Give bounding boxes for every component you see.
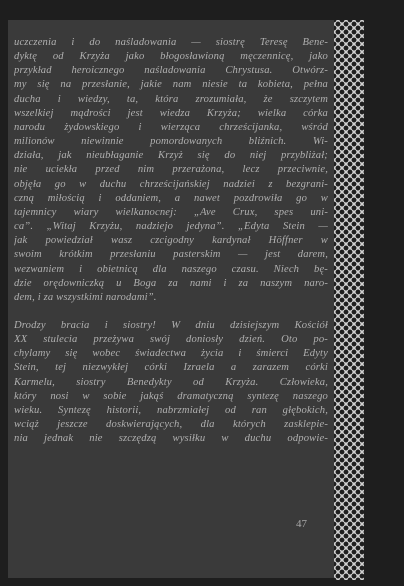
text-line: narodu żydowskiego i wierząca chrześcijanka, wśród	[14, 121, 328, 133]
text-line: który nosi w sobie jakąś dramatyczną syntezę naszego	[14, 390, 328, 402]
text-line: ducha i wiedzy, ta, która zrozumiała, że szczytem	[14, 93, 328, 105]
text-line: objęła go w duchu chrześcijańskiej nadziei z bezgrani-	[14, 178, 328, 190]
text-line: nia jednak nie szczędzą wysiłku w duchu odpowie-	[14, 433, 328, 445]
paragraph-1	[14, 36, 328, 305]
text-line: wezwaniem i obietnicą dla naszego czasu. Niech bę-	[14, 263, 328, 275]
text-line: Drodzy bracia i siostry! W dniu dzisiejszym Kościół	[14, 319, 328, 331]
text-line: dzie orędowniczką u Boga za nami i za naszym naro-	[14, 277, 328, 289]
text-line: chylamy się wobec świadectwa życia i śmierci Edyty	[14, 348, 328, 360]
paragraph-2	[14, 319, 328, 446]
text-line: dyktę od Krzyża jako błogosławioną męczennicę, jako	[14, 51, 328, 63]
text-line: swoim krótkim przesłaniu pasterskim — jest darem,	[14, 249, 328, 261]
text-line: tajemnicy wiary wielkanocnej: „Ave Crux, spes uni-	[14, 206, 328, 218]
page-number: 47	[296, 518, 307, 530]
text-line: Stein, tej niezwykłej córki Izraela a zarazem córki	[14, 362, 328, 374]
text-line: czną miłością i oddaniem, a nawet pozdrowiła go w	[14, 192, 328, 204]
decorative-border	[334, 20, 364, 580]
text-line: milionów niewinnie pomordowanych bliźnich. Wi-	[14, 136, 328, 148]
text-line: uczczenia i do naśladowania — siostrę Teresę Bene-	[14, 37, 328, 48]
text-line: działa, jak nieubłaganie Krzyż się do niej przybliżał;	[14, 150, 328, 162]
text-line: jak powiedział wasz czcigodny kardynał Höffner w	[14, 235, 328, 247]
text-line: nie uciekła przed nim przerażona, lecz przeciwnie,	[14, 164, 328, 176]
text-line: XX stulecia przeżywa swój doniosły dzień. Oto po-	[14, 334, 328, 346]
text-line: ca”. „Witaj Krzyżu, nadziejo jedyna”. „Edyta Stein —	[14, 221, 328, 233]
text-line: Karmelu, siostry Benedykty od Krzyża. Człowieka,	[14, 376, 328, 388]
text-line: wciąż jeszcze doskwierających, dla których zasklepie-	[14, 419, 328, 431]
text-line: przykład heroicznego naśladowania Chrystusa. Otwórz-	[14, 65, 328, 77]
scan-margin	[364, 0, 404, 586]
text-line: my się na przesłanie, jakie nam niesie ta kobieta, pełna	[14, 79, 328, 91]
text-line: dem, i za wszystkimi narodami”.	[14, 291, 157, 303]
paragraph-gap	[14, 305, 328, 319]
text-line: wszelkiej mądrości jest wiedza Krzyża; wielka córka	[14, 107, 328, 119]
body-text	[14, 36, 328, 446]
text-line: wieku. Syntezę historii, nabrzmiałej od ran głębokich,	[14, 404, 328, 416]
